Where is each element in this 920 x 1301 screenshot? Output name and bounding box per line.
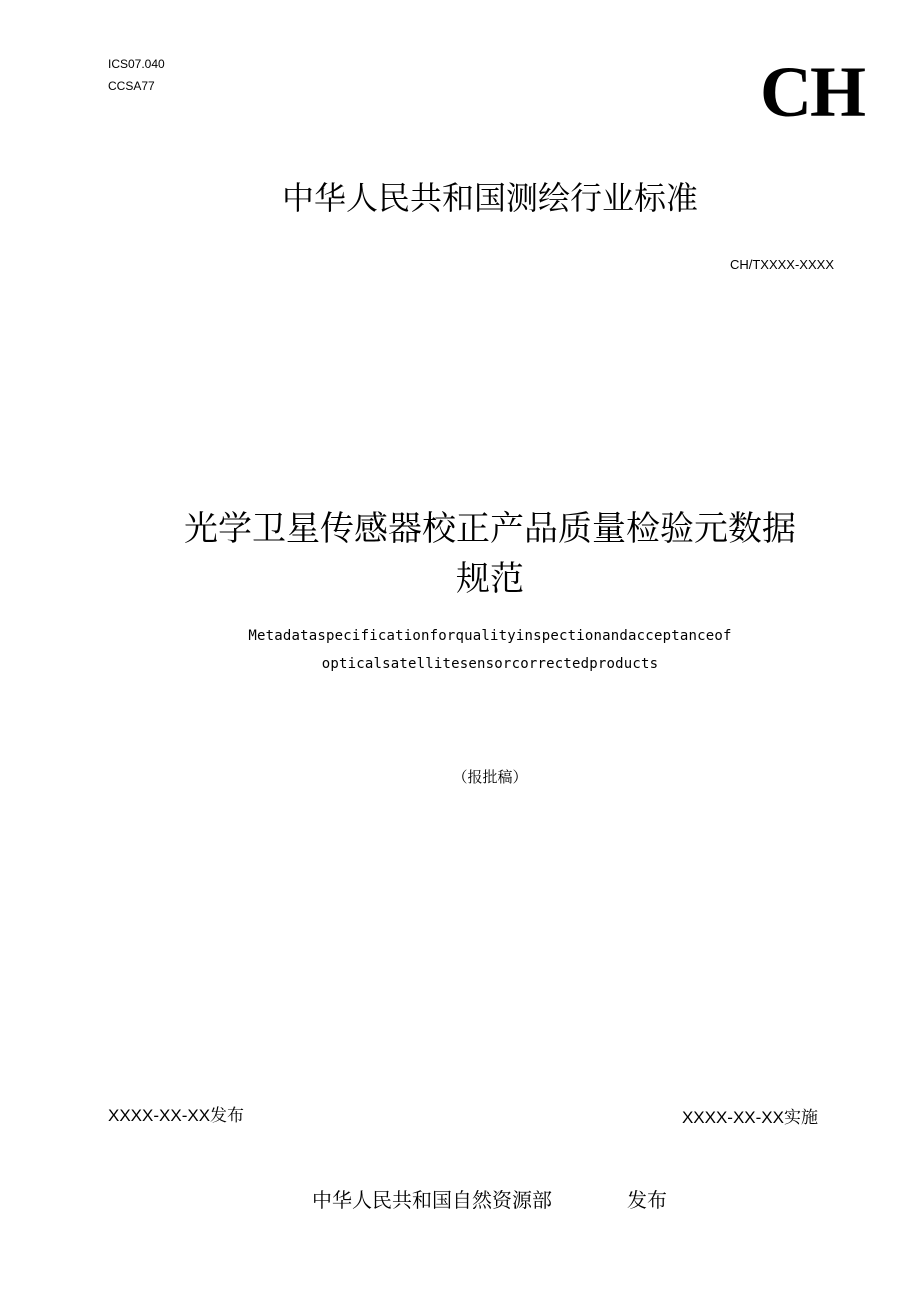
draft-status: （报批稿） bbox=[452, 768, 528, 786]
ccs-code: CCSA77 bbox=[108, 79, 155, 93]
ics-code: ICS07.040 bbox=[108, 57, 165, 71]
english-title-line-1: Metadataspecificationforqualityinspectionandacceptanceof bbox=[248, 628, 732, 644]
document-title-line-2: 规范 bbox=[456, 559, 524, 599]
english-title-line-2: opticalsatellitesensorcorrectedproducts bbox=[321, 656, 659, 672]
publisher-action: 发布 bbox=[627, 1188, 667, 1212]
publisher-name: 中华人民共和国自然资源部 bbox=[312, 1188, 552, 1212]
standard-number: CH/TXXXX-XXXX bbox=[729, 257, 834, 272]
implementation-date: XXXX-XX-XX实施 bbox=[681, 1108, 818, 1127]
issue-date: XXXX-XX-XX发布 bbox=[108, 1106, 245, 1125]
classification-codes bbox=[108, 53, 165, 97]
ch-standard-mark: CH bbox=[760, 52, 864, 132]
document-title-line-1: 光学卫星传感器校正产品质量检验元数据 bbox=[184, 509, 796, 549]
standard-category-title: 中华人民共和国测绘行业标准 bbox=[281, 179, 698, 217]
english-title bbox=[160, 622, 820, 678]
document-title bbox=[130, 504, 850, 604]
